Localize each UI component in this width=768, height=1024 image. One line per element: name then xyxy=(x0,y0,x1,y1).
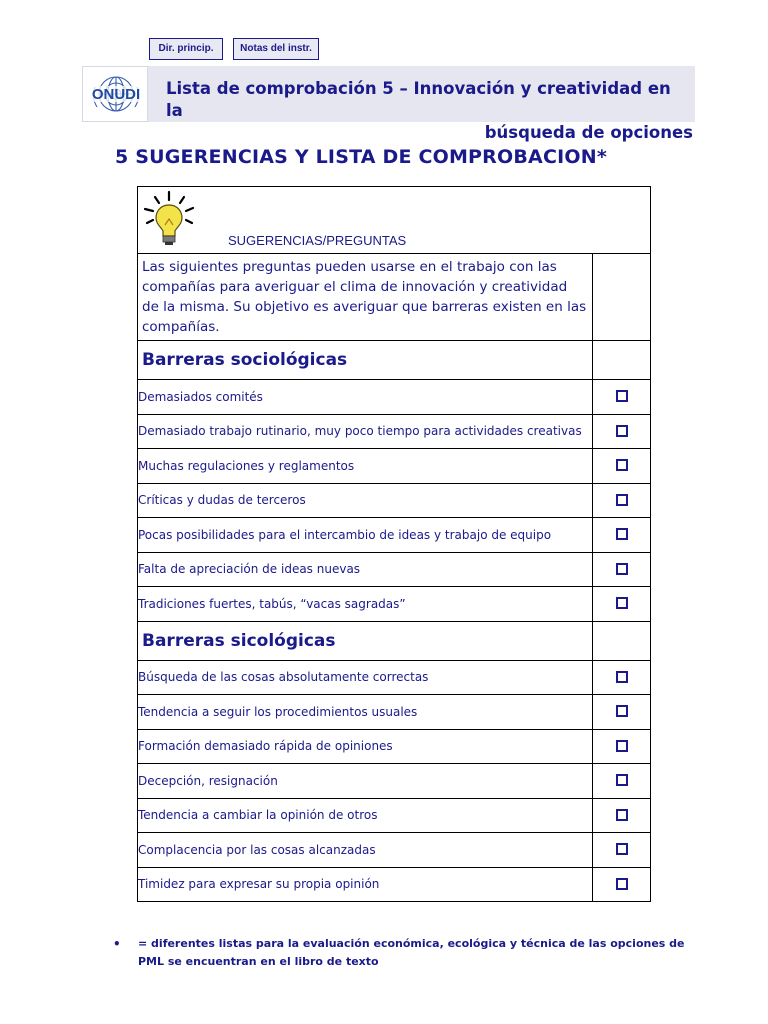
checklist-item-label: Pocas posibilidades para el intercambio de ideas y trabajo de equipo xyxy=(138,518,593,553)
checklist-item-label: Muchas regulaciones y reglamentos xyxy=(138,449,593,484)
bullet-icon: • xyxy=(113,937,121,951)
checklist-row xyxy=(138,449,651,484)
logo-text: ONUDI xyxy=(91,86,141,103)
page-title-line-2: búsqueda de opciones xyxy=(484,123,693,142)
checklist-row xyxy=(138,833,651,868)
un-emblem-icon xyxy=(83,67,149,123)
intro-text: Las siguientes preguntas pueden usarse en el trabajo con las compañías para averiguar el clima de innovación y creatividad de la misma. Su objetivo es averiguar que barreras existen en las compañías. xyxy=(138,254,593,341)
section-row xyxy=(138,341,651,380)
checkbox-cell xyxy=(593,414,651,449)
checkbox-cell xyxy=(593,729,651,764)
instructor-notes-button[interactable]: Notas del instr. xyxy=(233,38,319,60)
section-title: Barreras sicológicas xyxy=(138,621,593,660)
checkbox-cell xyxy=(593,380,651,415)
checkbox-icon[interactable] xyxy=(616,843,628,855)
checklist-item-label: Timidez para expresar su propia opinión xyxy=(138,867,593,902)
checklist-item-label: Tendencia a seguir los procedimientos usuales xyxy=(138,695,593,730)
checklist-row xyxy=(138,380,651,415)
checklist-row xyxy=(138,867,651,902)
page-header xyxy=(82,66,695,142)
checklist-item-label: Decepción, resignación xyxy=(138,764,593,799)
intro-row xyxy=(138,254,651,341)
checkbox-icon[interactable] xyxy=(616,494,628,506)
checklist-row xyxy=(138,729,651,764)
checklist-row xyxy=(138,587,651,622)
checkbox-cell xyxy=(593,518,651,553)
checkbox-cell xyxy=(593,764,651,799)
checklist-item-label: Complacencia por las cosas alcanzadas xyxy=(138,833,593,868)
intro-empty-cell xyxy=(593,254,651,341)
checklist-item-label: Demasiados comités xyxy=(138,380,593,415)
checklist-item-label: Críticas y dudas de terceros xyxy=(138,483,593,518)
checkbox-icon[interactable] xyxy=(616,528,628,540)
footnote-text: = diferentes listas para la evaluación económica, ecológica y técnica de las opciones de PML se encuentran en el libro de texto xyxy=(138,937,685,968)
section-heading: 5 SUGERENCIAS Y LISTA DE COMPROBACION* xyxy=(115,146,607,168)
checklist-item-label: Tradiciones fuertes, tabús, “vacas sagradas” xyxy=(138,587,593,622)
checklist-row xyxy=(138,414,651,449)
checklist-item-label: Falta de apreciación de ideas nuevas xyxy=(138,552,593,587)
checkbox-cell xyxy=(593,798,651,833)
checkbox-cell xyxy=(593,449,651,484)
checklist-row xyxy=(138,660,651,695)
section-empty-cell xyxy=(593,341,651,380)
onudi-logo xyxy=(82,66,148,122)
main-directory-button[interactable]: Dir. princip. xyxy=(149,38,223,60)
lightbulb-icon xyxy=(141,189,201,251)
checkbox-icon[interactable] xyxy=(616,740,628,752)
page-title xyxy=(166,78,693,144)
checkbox-icon[interactable] xyxy=(616,425,628,437)
checkbox-icon[interactable] xyxy=(616,705,628,717)
checkbox-icon[interactable] xyxy=(616,671,628,683)
suggestions-label: SUGERENCIAS/PREGUNTAS xyxy=(228,233,407,248)
checklist-item-label: Búsqueda de las cosas absolutamente correctas xyxy=(138,660,593,695)
section-title: Barreras sociológicas xyxy=(138,341,593,380)
checklist-row xyxy=(138,483,651,518)
checkbox-cell xyxy=(593,833,651,868)
checkbox-icon[interactable] xyxy=(616,390,628,402)
checkbox-icon[interactable] xyxy=(616,809,628,821)
checkbox-icon[interactable] xyxy=(616,459,628,471)
table-header-cell xyxy=(138,187,651,254)
checklist-row xyxy=(138,764,651,799)
footnote xyxy=(115,935,705,971)
checkbox-icon[interactable] xyxy=(616,774,628,786)
checklist-row xyxy=(138,552,651,587)
checkbox-icon[interactable] xyxy=(616,563,628,575)
checkbox-cell xyxy=(593,587,651,622)
checklist-item-label: Tendencia a cambiar la opinión de otros xyxy=(138,798,593,833)
checklist-row xyxy=(138,798,651,833)
checkbox-icon[interactable] xyxy=(616,878,628,890)
checklist-row xyxy=(138,518,651,553)
checkbox-cell xyxy=(593,695,651,730)
section-empty-cell xyxy=(593,621,651,660)
checklist-item-label: Demasiado trabajo rutinario, muy poco tiempo para actividades creativas xyxy=(138,414,593,449)
checkbox-cell xyxy=(593,483,651,518)
section-row xyxy=(138,621,651,660)
checklist-table xyxy=(137,186,651,902)
checkbox-icon[interactable] xyxy=(616,597,628,609)
checkbox-cell xyxy=(593,660,651,695)
checkbox-cell xyxy=(593,867,651,902)
checklist-row xyxy=(138,695,651,730)
table-header-row xyxy=(138,187,651,254)
page-title-line-1: Lista de comprobación 5 – Innovación y creatividad en la xyxy=(166,79,671,120)
checkbox-cell xyxy=(593,552,651,587)
checklist-item-label: Formación demasiado rápida de opiniones xyxy=(138,729,593,764)
